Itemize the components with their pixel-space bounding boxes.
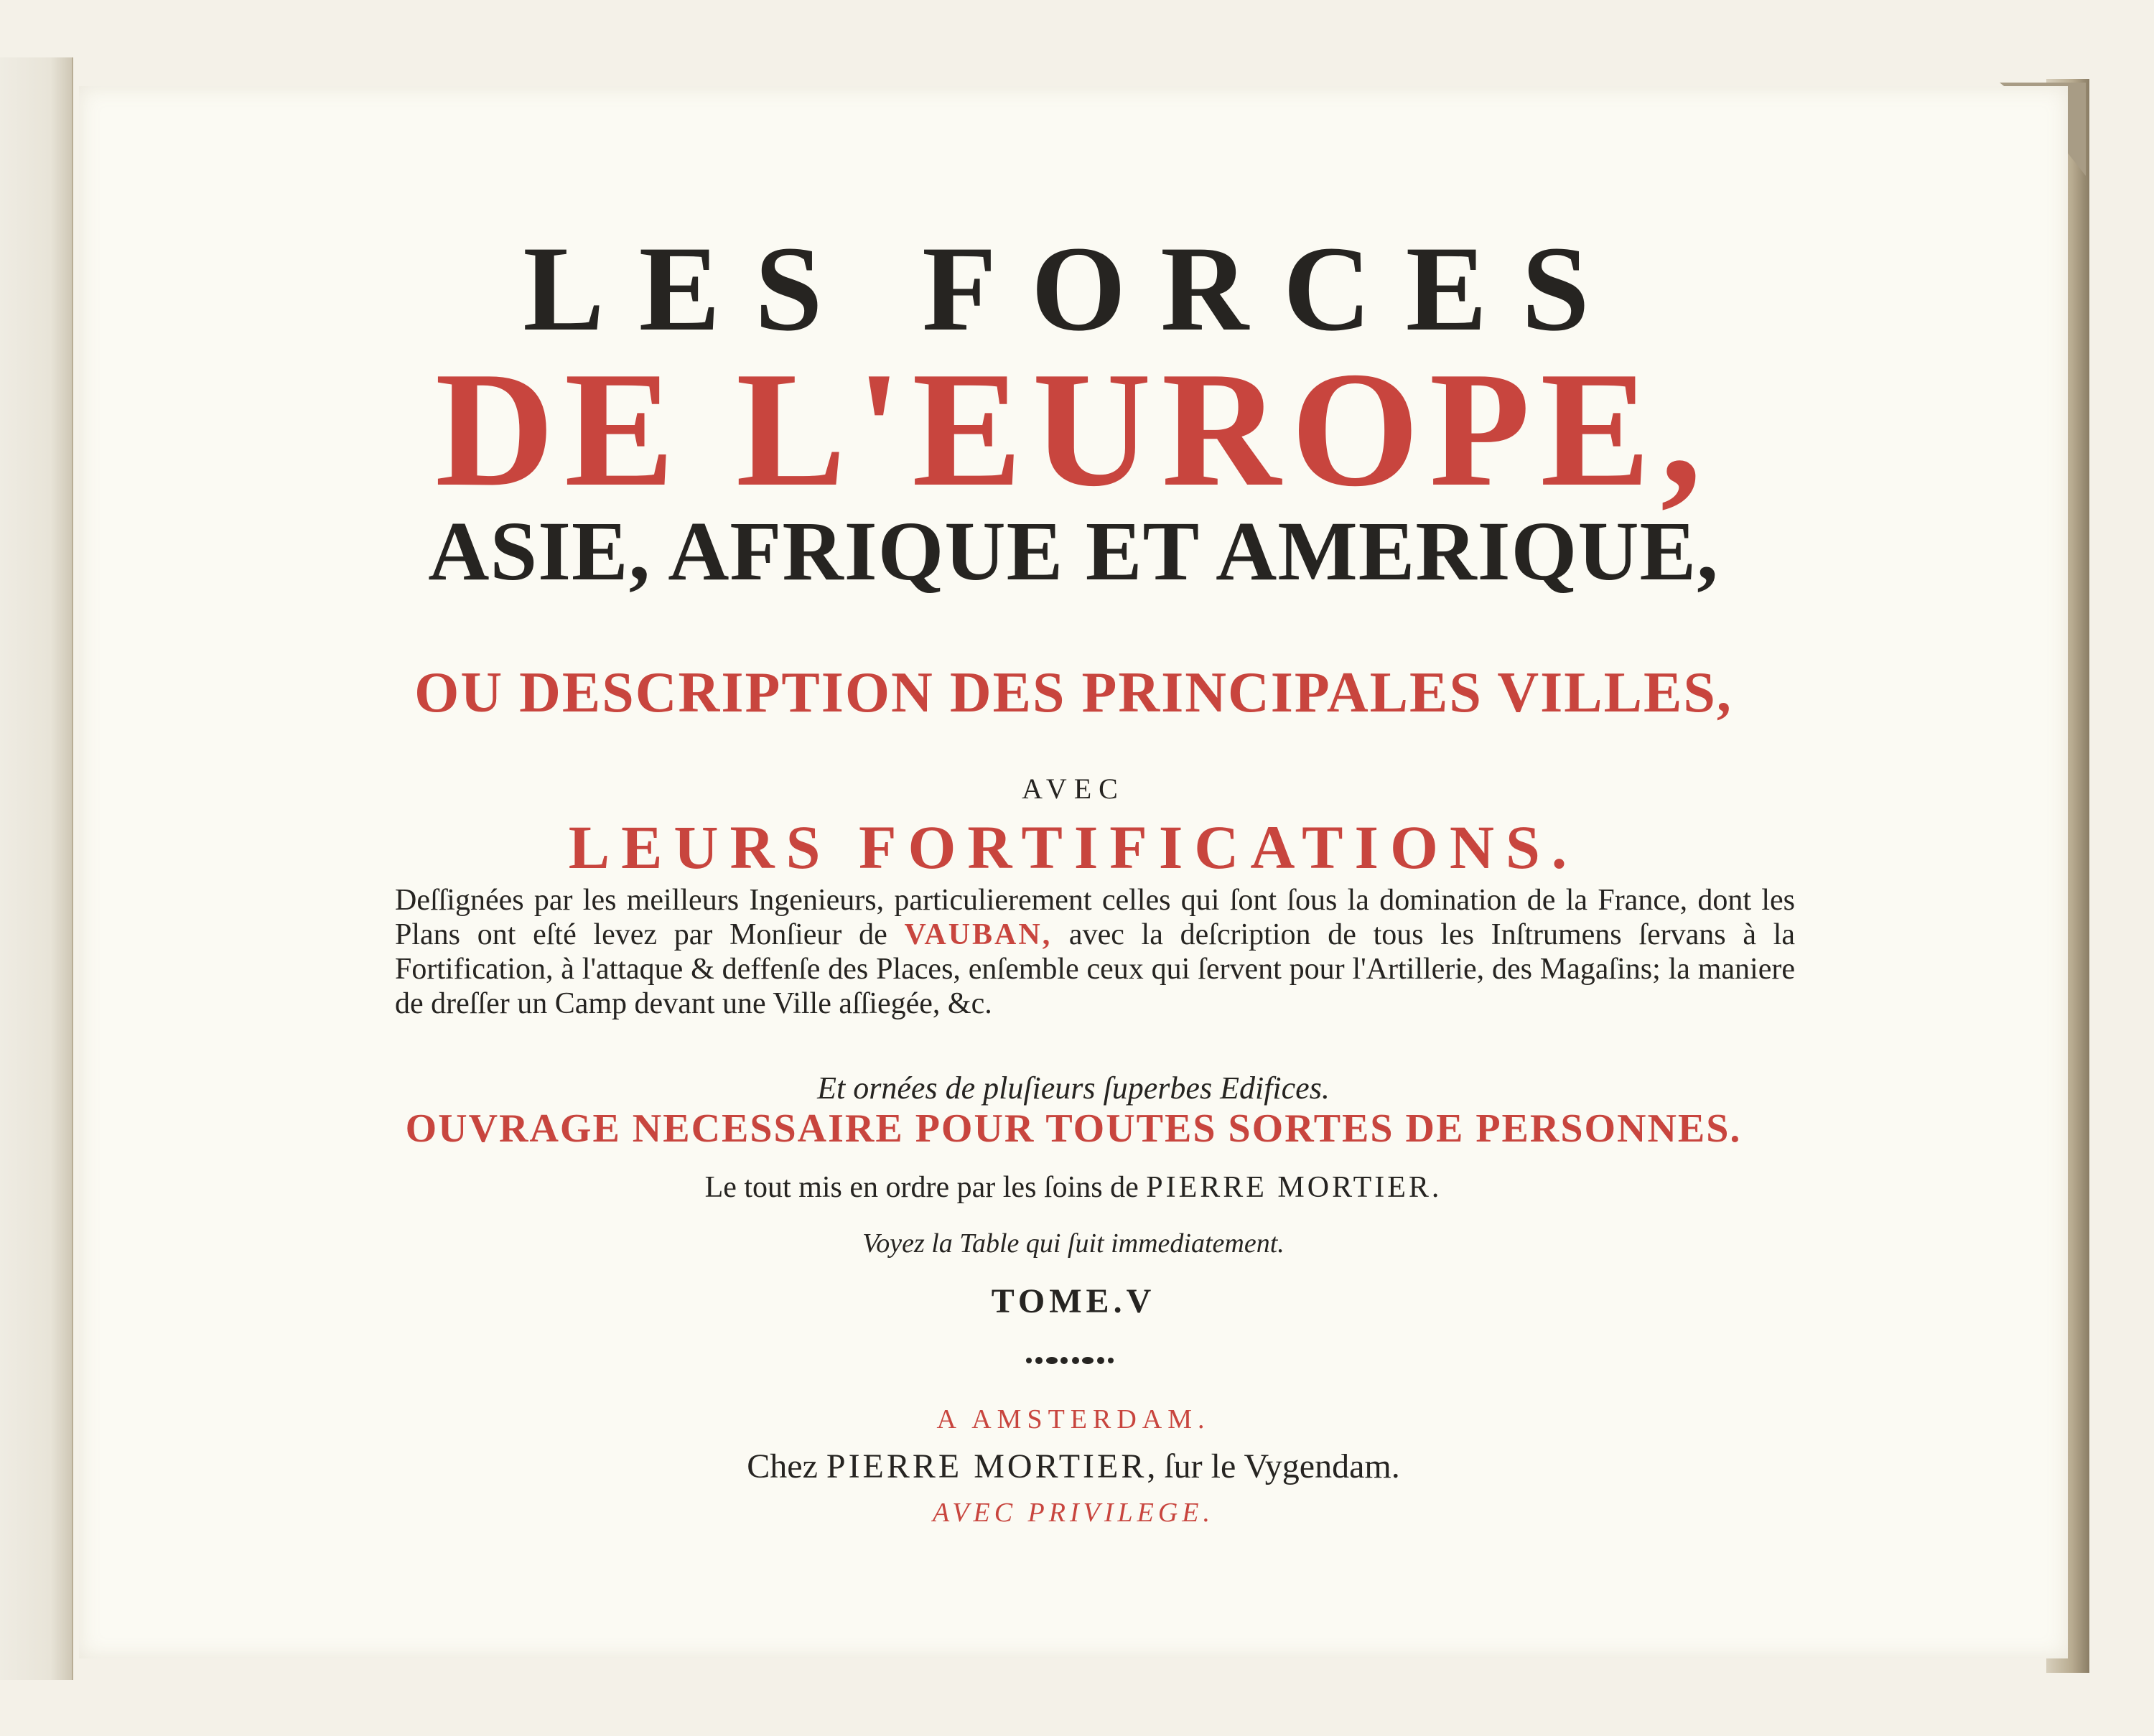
title-page bbox=[79, 86, 2068, 1658]
subtitle-fortifications: LEURS FORTIFICATIONS. bbox=[568, 813, 1579, 882]
editor-prefix: Le tout mis en ordre par les ſoins de bbox=[704, 1171, 1147, 1204]
publisher-name: PIERRE MORTIER bbox=[826, 1447, 1147, 1485]
amsterdam-line: A AMSTERDAM. bbox=[936, 1404, 1211, 1434]
ouvrage-line: OUVRAGE NECESSAIRE POUR TOUTES SORTES DE PERSONNES. bbox=[405, 1106, 1742, 1151]
description-paragraph bbox=[395, 883, 1795, 1021]
publisher-prefix: Chez bbox=[747, 1447, 826, 1485]
description-vauban: VAUBAN, bbox=[904, 918, 1053, 951]
publisher-suffix: , ſur le Vygendam. bbox=[1147, 1447, 1400, 1485]
subtitle-description: OU DESCRIPTION DES PRINCIPALES VILLES, bbox=[414, 661, 1733, 724]
title-line-continents: ASIE, AFRIQUE ET AMERIQUE, bbox=[428, 504, 1719, 598]
publisher-line bbox=[79, 1447, 2068, 1486]
ornees-line: Et ornées de pluſieurs ſuperbes Edifices. bbox=[817, 1070, 1330, 1106]
description-part-1: Deſſignées par les meilleurs Ingenieurs, particulierement celles qui ſont ſous la domination de la France, dont les Plans ont eſté levez par Monſieur de bbox=[395, 884, 1795, 951]
editor-name: PIERRE MORTIER. bbox=[1146, 1171, 1442, 1204]
editor-line bbox=[79, 1170, 2068, 1205]
privilege-line: AVEC PRIVILEGE. bbox=[932, 1498, 1215, 1528]
left-facing-page bbox=[0, 57, 73, 1680]
title-line-les-forces: LES FORCES bbox=[523, 221, 1624, 356]
title-line-de-l-europe: DE L'EUROPE, bbox=[434, 337, 1712, 521]
subtitle-avec: AVEC bbox=[1022, 773, 1125, 805]
ornament-icon bbox=[1023, 1350, 1116, 1371]
voyez-line: Voyez la Table qui ſuit immediatement. bbox=[862, 1228, 1285, 1259]
tome-line: TOME.V bbox=[991, 1282, 1156, 1320]
description-part-2: avec la deſcription de tous les Inſtrumens ſervans à la Fortification, à l'attaque & deffenſe des Places, enſemble ceux qui ſervent pour l'Artillerie, des Magaſins; la maniere de dreſſer un Camp devant une Ville aſſiegée, &c. bbox=[395, 918, 1795, 1020]
